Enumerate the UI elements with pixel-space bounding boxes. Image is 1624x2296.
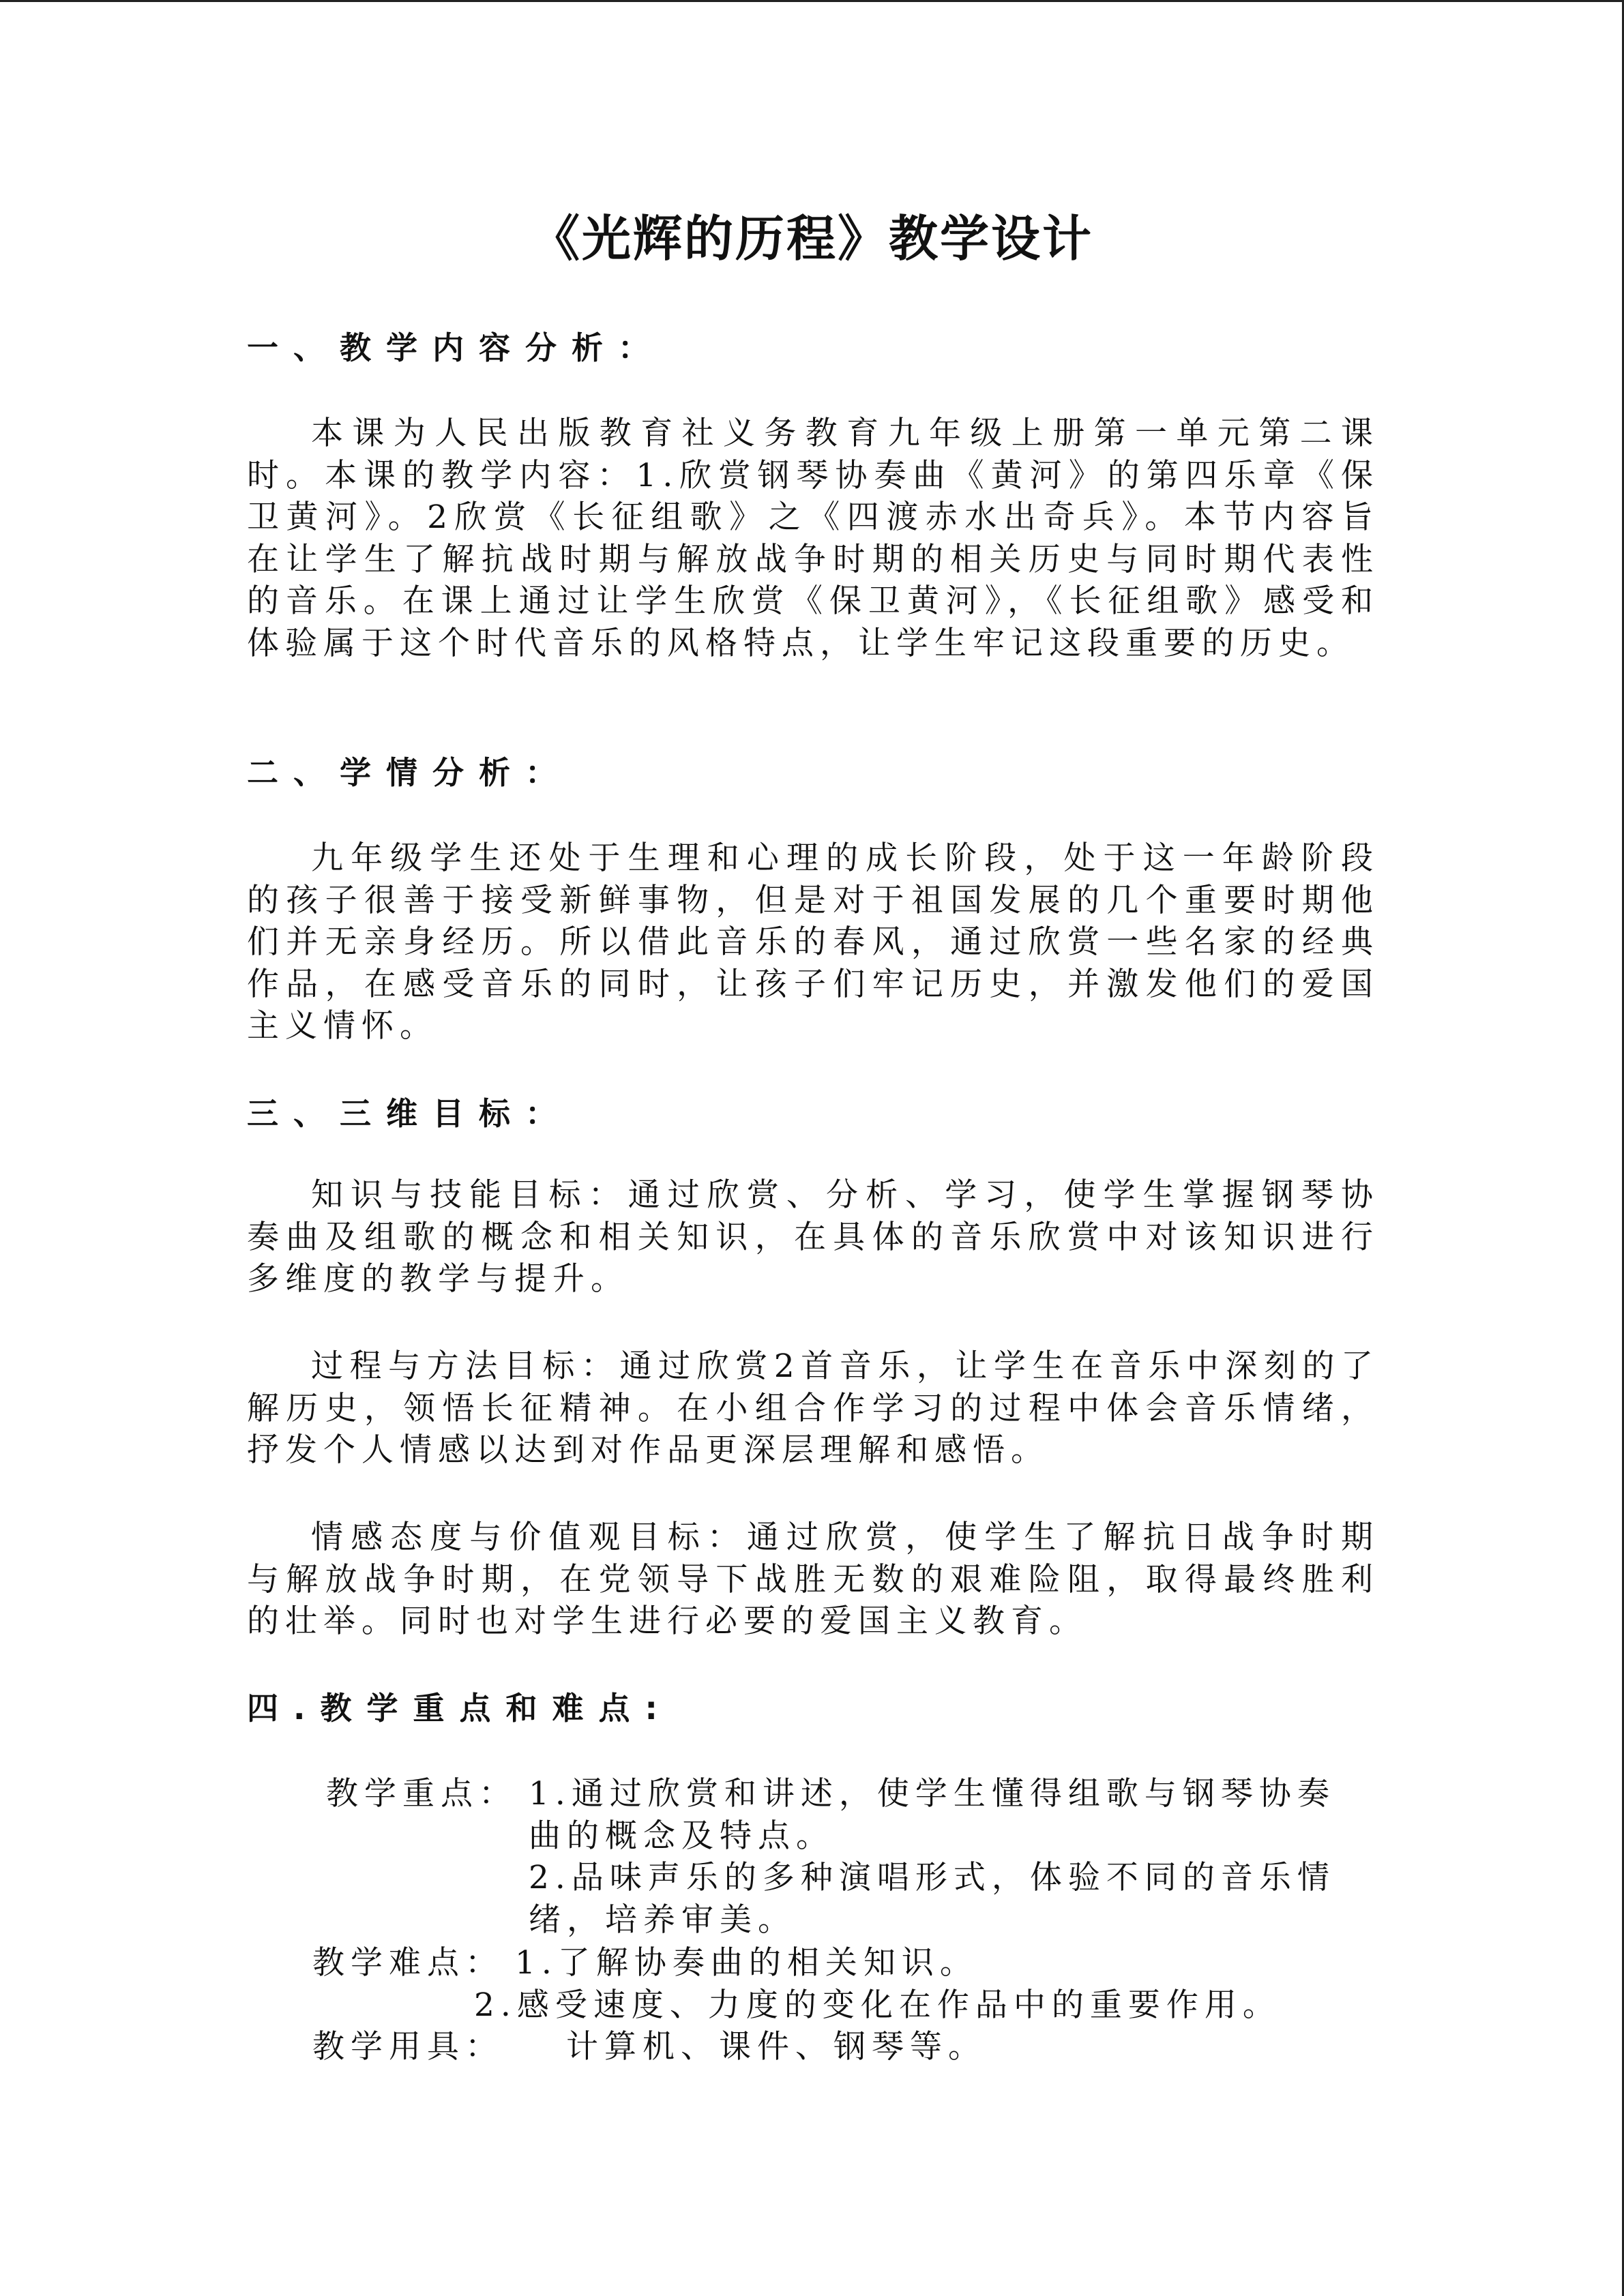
difficulty-item-2: 2.感受速度、力度的变化在作品中的重要作用。 [474, 1986, 1281, 2024]
paragraph-student-analysis: 九年级学生还处于生理和心理的成长阶段，处于这一年龄阶段的孩子很善于接受新鲜事物，但是对于祖国发展的几个重要时期他们并无亲身经历。所以借此音乐的春风，通过欣赏一些名家的经典作品，在感受音乐的同时，让孩子们牢记历史，并激发他们的爱国主义情怀。 [247, 839, 1379, 1045]
page-border-top [0, 0, 1624, 2]
section-heading-three-dimensional-goals: 三、三维目标： [247, 1095, 572, 1132]
focus-item-2: 2.品味声乐的多种演唱形式，体验不同的音乐情绪，培养审美。 [529, 1859, 1335, 1939]
document-title: 《光辉的历程》教学设计 [530, 210, 1093, 267]
difficulty-label: 教学难点： [312, 1944, 503, 1982]
focus-item-1: 1.通过欣赏和讲述，使学生懂得组歌与钢琴协奏曲的概念及特点。 [529, 1775, 1335, 1855]
tools-text: 计算机、课件、钢琴等。 [566, 2028, 986, 2066]
section-heading-content-analysis: 一、教学内容分析： [247, 329, 664, 366]
paragraph-process-method-goal: 过程与方法目标：通过欣赏2首音乐，让学生在音乐中深刻的了解历史，领悟长征精神。在小组合作学习的过程中体会音乐情绪，抒发个人情感以达到对作品更深层理解和感悟。 [247, 1347, 1379, 1469]
focus-label: 教学重点： [326, 1775, 517, 1813]
section-heading-student-analysis: 二、学情分析： [247, 754, 572, 791]
difficulty-item-1: 1.了解协奏曲的相关知识。 [515, 1944, 978, 1982]
paragraph-content-analysis: 本课为人民出版教育社义务教育九年级上册第一单元第二课时。本课的教学内容：1.欣赏钢琴协奏曲《黄河》的第四乐章《保卫黄河》。2欣赏《长征组歌》之《四渡赤水出奇兵》。本节内容旨在让学生了解抗战时期与解放战争时期的相关历史与同时期代表性的音乐。在课上通过让学生欣赏《保卫黄河》，《长征组歌》感受和体验属于这个时代音乐的风格特点，让学生牢记这段重要的历史。 [247, 415, 1379, 662]
section-heading-key-difficult-points: 四.教学重点和难点: [247, 1690, 673, 1727]
paragraph-knowledge-skill-goal: 知识与技能目标：通过欣赏、分析、学习，使学生掌握钢琴协奏曲及组歌的概念和相关知识，在具体的音乐欣赏中对该知识进行多维度的教学与提升。 [247, 1176, 1379, 1298]
tools-label: 教学用具： [312, 2028, 503, 2066]
paragraph-emotion-value-goal: 情感态度与价值观目标：通过欣赏，使学生了解抗日战争时期与解放战争时期，在党领导下战胜无数的艰难险阻，取得最终胜利的壮举。同时也对学生进行必要的爱国主义教育。 [247, 1519, 1379, 1640]
